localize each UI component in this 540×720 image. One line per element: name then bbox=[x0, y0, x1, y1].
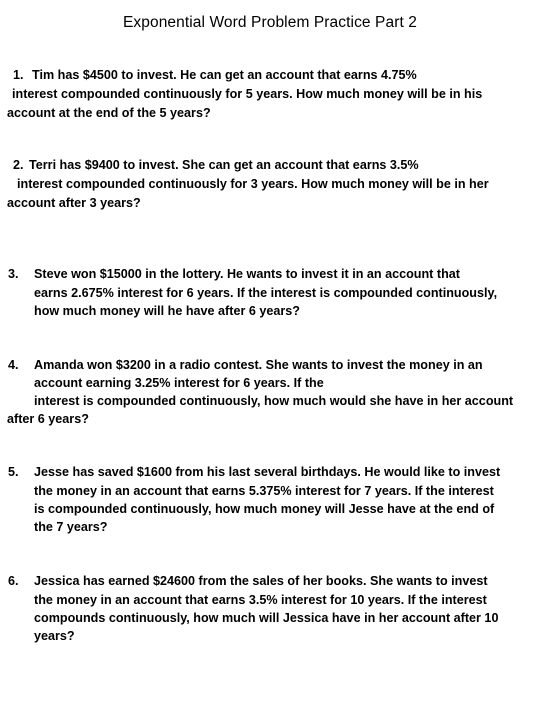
problem-text-line: interest compounded continuously for 3 years. How much money will be in her bbox=[17, 177, 489, 191]
page-title: Exponential Word Problem Practice Part 2 bbox=[122, 14, 418, 31]
problem-text-line: account earning 3.25% interest for 6 years. If the bbox=[34, 376, 324, 390]
problem-number: 3. bbox=[8, 267, 19, 281]
problem-text-line: compounds continuously, how much will Jessica have in her account after 10 bbox=[34, 611, 499, 625]
problem-number: 1. bbox=[13, 68, 24, 82]
problem-number: 5. bbox=[8, 465, 19, 479]
problem-text-line: the money in an account that earns 3.5% interest for 10 years. If the interest bbox=[34, 593, 487, 607]
problem-text-line: Jesse has saved $1600 from his last several birthdays. He would like to invest bbox=[34, 465, 501, 479]
problem-text-line: Jessica has earned $24600 from the sales of her books. She wants to invest bbox=[34, 574, 488, 588]
problem-text-line: interest compounded continuously for 5 years. How much money will be in his bbox=[12, 87, 483, 101]
problem-text-line: Terri has $9400 to invest. She can get an account that earns 3.5% bbox=[29, 158, 419, 172]
problem-text-line: is compounded continuously, how much money will Jesse have at the end of bbox=[34, 502, 495, 516]
problem-text-line: years? bbox=[34, 629, 75, 643]
problem-text-line: Amanda won $3200 in a radio contest. She wants to invest the money in an bbox=[34, 358, 483, 372]
problem-text-line: how much money will he have after 6 years? bbox=[34, 304, 300, 318]
problem-text-line: earns 2.675% interest for 6 years. If the interest is compounded continuously, bbox=[34, 286, 498, 300]
problem-number: 2. bbox=[13, 158, 24, 172]
problem-number: 6. bbox=[8, 574, 19, 588]
problem-text-line: the money in an account that earns 5.375% interest for 7 years. If the interest bbox=[34, 484, 494, 498]
problem-number: 4. bbox=[8, 358, 19, 372]
problem-text-line: the 7 years? bbox=[34, 520, 108, 534]
problem-text-line: Steve won $15000 in the lottery. He wants to invest it in an account that bbox=[34, 267, 460, 281]
problem-text-line: interest is compounded continuously, how much would she have in her account bbox=[34, 394, 514, 408]
problem-text-line: account at the end of the 5 years? bbox=[7, 106, 211, 120]
problem-text-line: after 6 years? bbox=[7, 412, 89, 426]
problem-text-line: Tim has $4500 to invest. He can get an account that earns 4.75% bbox=[32, 68, 417, 82]
problem-text-line: account after 3 years? bbox=[7, 196, 141, 210]
